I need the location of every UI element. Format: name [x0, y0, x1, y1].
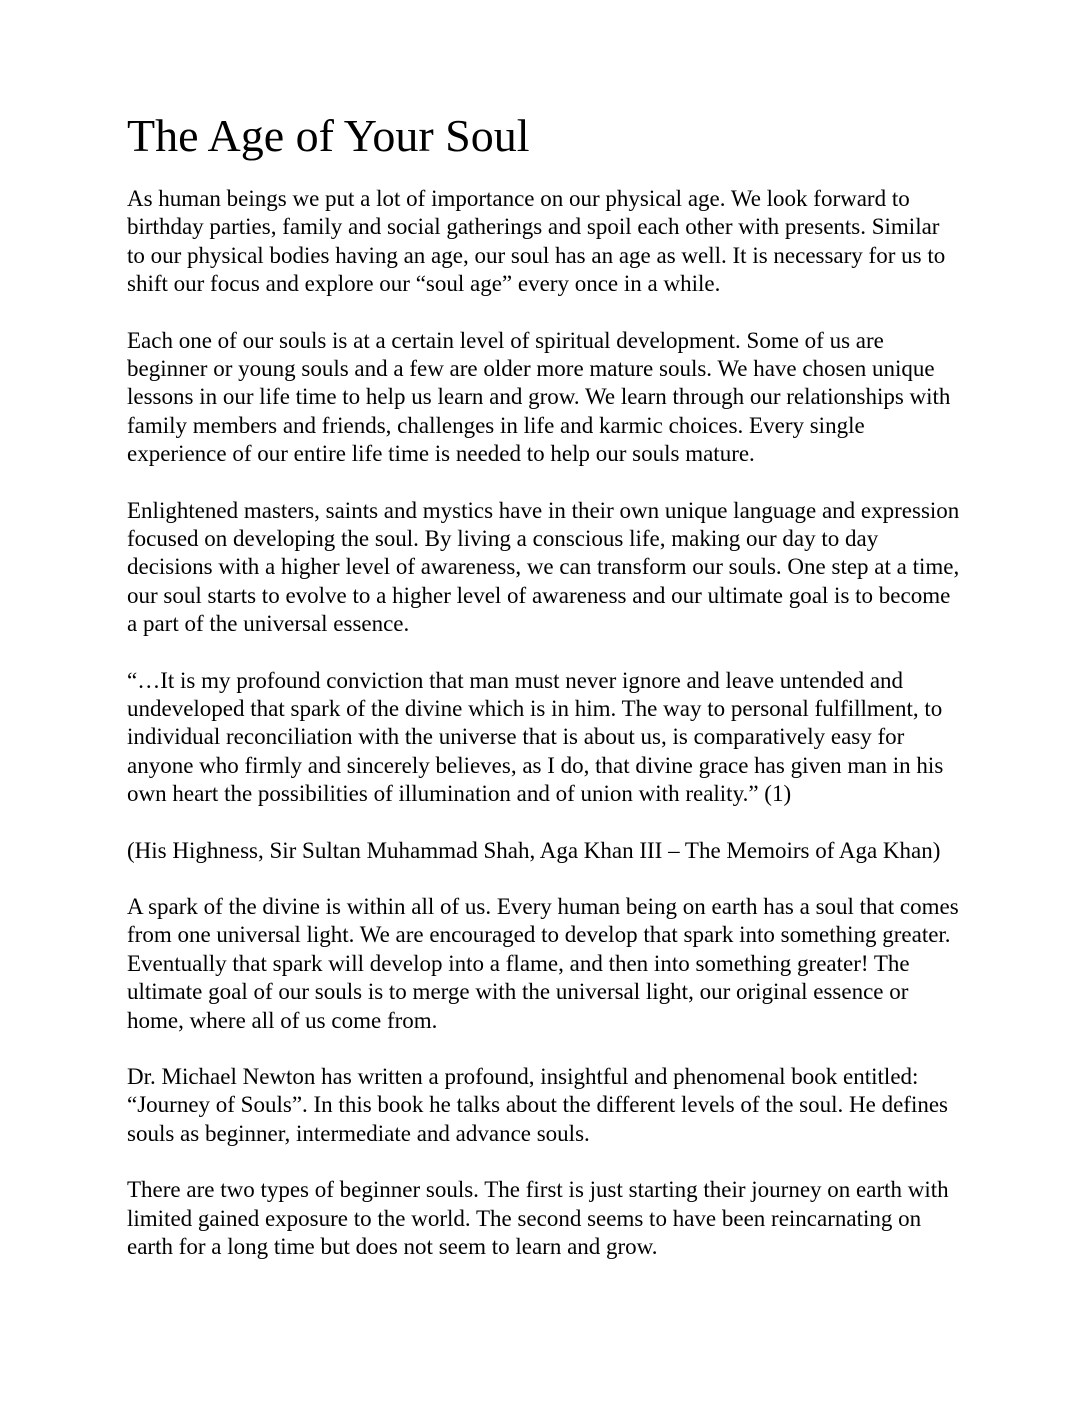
paragraph-quote-attribution: (His Highness, Sir Sultan Muhammad Shah, Aga Khan III – The Memoirs of Aga Khan) — [127, 837, 941, 863]
paragraph-beginner-souls: There are two types of beginner souls. The first is just starting their journey on earth with limited gained exposure to the world. The second seems to have been reincarnating on earth for a long time but does not seem to learn and grow. — [127, 1177, 949, 1260]
page-title: The Age of Your Soul — [127, 110, 530, 161]
paragraph-spiritual-development: Each one of our souls is at a certain level of spiritual development. Some of us are beginner or young souls and a few are older more mature souls. We have chosen unique lessons in our life time to help us learn and grow. We learn through our relationships with family members and friends, challenges in life and karmic choices. Every single experience of our entire life time is needed to help our souls mature. — [127, 327, 951, 467]
paragraph-michael-newton: Dr. Michael Newton has written a profound, insightful and phenomenal book entitled: “Journey of Souls”. In this book he talks about the different levels of the soul. He defines souls as beginner, intermediate and advance souls. — [127, 1064, 949, 1146]
paragraph-spark-of-divine: A spark of the divine is within all of us. Every human being on earth has a soul that comes from one universal light. We are encouraged to develop that spark into something greater. Eventually that spark will develop into a flame, and then into something greater! The ultimate goal of our souls is to merge with the universal light, our original essence or home, where all of us come from. — [127, 894, 959, 1033]
paragraph-enlightened-masters: Enlightened masters, saints and mystics have in their own unique language and expression focused on developing the soul. By living a conscious life, making our day to day decisions with a higher level of awareness, we can transform our souls. One step at a time, our soul starts to evolve to a higher level of awareness and our ultimate goal is to become a part of the universal essence. — [127, 497, 960, 637]
paragraph-quote: “…It is my profound conviction that man must never ignore and leave untended and undeveloped that spark of the divine which is in him. The way to personal fulfillment, to individual reconciliation with the universe that is about us, is comparatively easy for anyone who firmly and sincerely believes, as I do, that divine grace has given man in his own heart the possibilities of illumination and of union with reality.” (1) — [127, 667, 944, 807]
paragraph-intro: As human beings we put a lot of importance on our physical age. We look forward to birthday parties, family and social gatherings and spoil each other with presents. Similar to our physical bodies having an age, our soul has an age as well. It is necessary for us to shift our focus and explore our “soul age” every once in a while. — [127, 185, 946, 297]
